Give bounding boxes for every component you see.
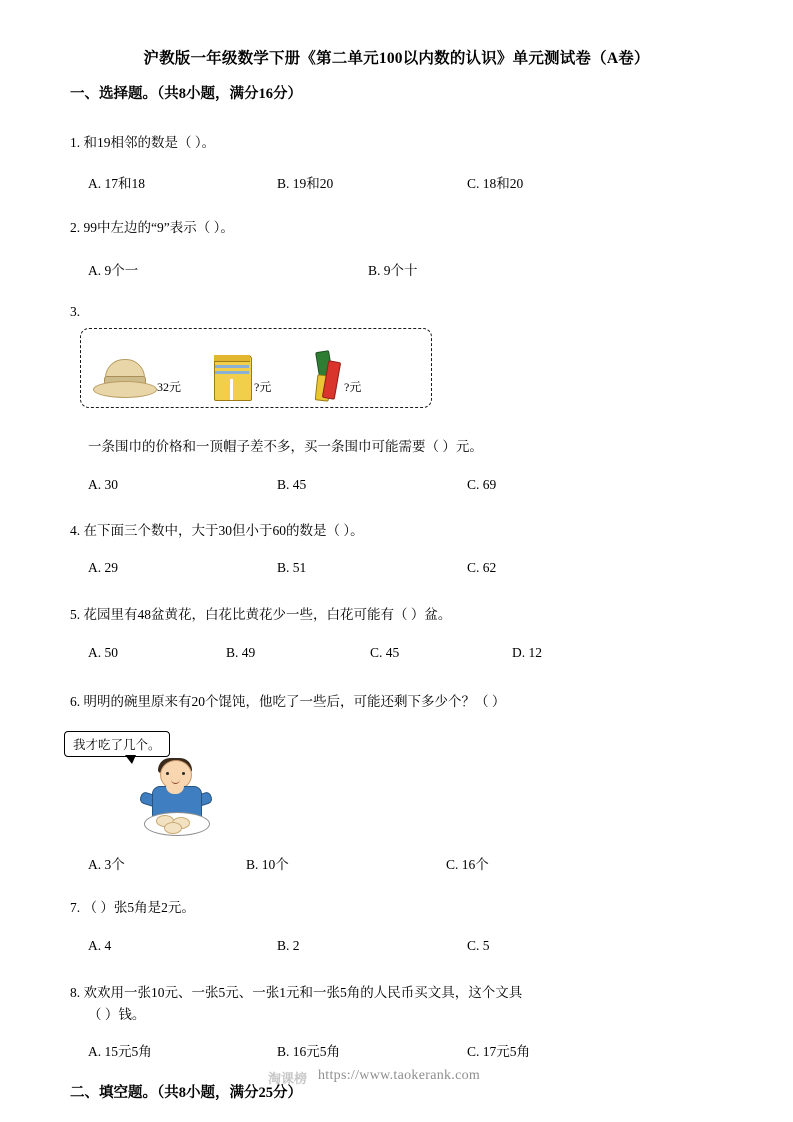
q6-option-c[interactable]: C. 16个 bbox=[446, 857, 489, 872]
section-heading-1: 一、选择题。（共8小题，满分16分） bbox=[70, 86, 302, 102]
picture-item-scarf bbox=[312, 351, 361, 401]
q1-option-b[interactable]: B. 19和20 bbox=[277, 176, 334, 191]
question-3-stem: 3. bbox=[70, 304, 81, 319]
watermark-url: https://www.taokerank.com bbox=[318, 1068, 481, 1083]
boy-eating-illustration bbox=[130, 758, 226, 840]
q3-option-c[interactable]: C. 69 bbox=[467, 477, 497, 492]
q7-option-b[interactable]: B. 2 bbox=[277, 938, 300, 953]
q8-option-b[interactable]: B. 16元5角 bbox=[277, 1044, 341, 1059]
q1-option-c[interactable]: C. 18和20 bbox=[467, 176, 524, 191]
speech-bubble: 我才吃了几个。 bbox=[64, 731, 170, 757]
section-heading-2: 二、填空题。（共8小题，满分25分） bbox=[70, 1085, 302, 1101]
q3-option-b[interactable]: B. 45 bbox=[277, 477, 307, 492]
q6-option-a[interactable]: A. 3个 bbox=[88, 857, 125, 872]
q4-option-c[interactable]: C. 62 bbox=[467, 560, 497, 575]
question-8-stem: 8. 欢欢用一张10元、一张5元、一张1元和一张5角的人民币买文具，这个文具 bbox=[70, 985, 523, 1000]
shorts-price-label: ?元 bbox=[254, 380, 272, 394]
question-8-stem-line2: （ ）钱。 bbox=[88, 1007, 146, 1022]
question-6-stem: 6. 明明的碗里原来有20个馄饨，他吃了一些后，可能还剩下多少个？（ ） bbox=[70, 694, 506, 709]
question-7-stem: 7. （ ）张5角是2元。 bbox=[70, 900, 195, 915]
q2-option-a[interactable]: A. 9个一 bbox=[88, 263, 139, 278]
question-3-picture-box bbox=[80, 328, 432, 408]
q8-option-c[interactable]: C. 17元5角 bbox=[467, 1044, 531, 1059]
q4-option-b[interactable]: B. 51 bbox=[277, 560, 307, 575]
q4-option-a[interactable]: A. 29 bbox=[88, 560, 118, 575]
scarf-icon bbox=[312, 351, 342, 401]
q1-option-a[interactable]: A. 17和18 bbox=[88, 176, 145, 191]
question-3-sub-stem: 一条围巾的价格和一顶帽子差不多，买一条围巾可能需要（ ）元。 bbox=[88, 439, 483, 454]
q5-option-c[interactable]: C. 45 bbox=[370, 645, 400, 660]
question-5-stem: 5. 花园里有48盆黄花，白花比黄花少一些，白花可能有（ ）盆。 bbox=[70, 607, 452, 622]
watermark-logo: 淘课榜 bbox=[268, 1071, 308, 1086]
hat-price-label: 32元 bbox=[157, 380, 182, 394]
q3-option-a[interactable]: A. 30 bbox=[88, 477, 118, 492]
page-title: 沪教版一年级数学下册《第二单元100以内数的认识》单元测试卷（A卷） bbox=[143, 50, 650, 67]
q7-option-a[interactable]: A. 4 bbox=[88, 938, 112, 953]
picture-item-hat bbox=[93, 357, 181, 401]
question-2-stem: 2. 99中左边的“9”表示（ ）。 bbox=[70, 220, 234, 235]
q5-option-d[interactable]: D. 12 bbox=[512, 645, 542, 660]
q7-option-c[interactable]: C. 5 bbox=[467, 938, 490, 953]
q5-option-a[interactable]: A. 50 bbox=[88, 645, 118, 660]
q5-option-b[interactable]: B. 49 bbox=[226, 645, 256, 660]
shorts-icon bbox=[212, 355, 252, 401]
q8-option-a[interactable]: A. 15元5角 bbox=[88, 1044, 152, 1059]
q6-option-b[interactable]: B. 10个 bbox=[246, 857, 289, 872]
q2-option-b[interactable]: B. 9个十 bbox=[368, 263, 418, 278]
hat-icon bbox=[93, 357, 155, 401]
question-4-stem: 4. 在下面三个数中，大于30但小于60的数是（ ）。 bbox=[70, 523, 364, 538]
scarf-price-label: ?元 bbox=[344, 380, 362, 394]
question-1-stem: 1. 和19相邻的数是（ ）。 bbox=[70, 135, 216, 150]
picture-item-shorts bbox=[212, 355, 271, 401]
